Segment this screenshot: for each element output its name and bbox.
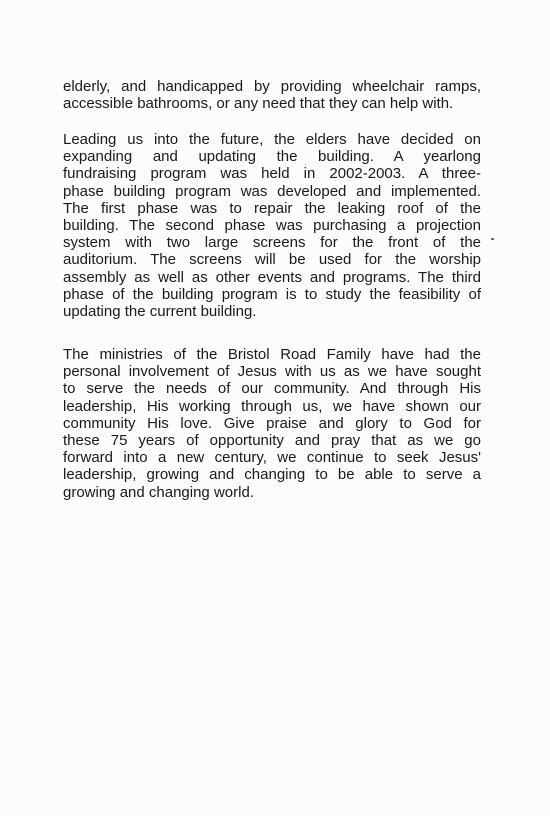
text-line: phase of the building program is to study the feasibility of bbox=[63, 285, 481, 303]
text-line: leadership, His working through us, we have shown our bbox=[63, 397, 481, 415]
text-line: expanding and updating the building. A yearlong bbox=[63, 148, 481, 166]
paragraph-accessibility bbox=[63, 78, 481, 112]
scan-speck bbox=[491, 238, 494, 240]
text-line: personal involvement of Jesus with us as we have sought bbox=[63, 363, 481, 381]
text-line: The ministries of the Bristol Road Family have had the bbox=[63, 346, 481, 363]
paragraph-building-program bbox=[63, 131, 481, 320]
text-line: community His love. Give praise and glory to God for bbox=[63, 414, 481, 432]
text-line: growing and changing world. bbox=[63, 483, 254, 501]
text-line: updating the current building. bbox=[63, 303, 257, 321]
text-line: fundraising program was held in 2002-2003. A three- bbox=[63, 165, 481, 183]
text-line: leadership, growing and changing to be able to serve a bbox=[63, 466, 481, 484]
text-line: phase building program was developed and implemented. bbox=[63, 182, 481, 200]
text-line: accessible bathrooms, or any need that they can help with. bbox=[63, 95, 454, 113]
text-line: auditorium. The screens will be used for the worship bbox=[63, 251, 481, 269]
text-line: to serve the needs of our community. And through His bbox=[63, 380, 481, 398]
text-line: assembly as well as other events and programs. The third bbox=[63, 268, 481, 286]
text-line: elderly, and handicapped by providing wheelchair ramps, bbox=[63, 78, 481, 95]
text-line: system with two large screens for the front of the bbox=[63, 234, 481, 252]
text-line: building. The second phase was purchasing a projection bbox=[63, 217, 481, 235]
text-line: The first phase was to repair the leaking roof of the bbox=[63, 199, 481, 217]
text-line: Leading us into the future, the elders have decided on bbox=[63, 131, 481, 148]
text-line: forward into a new century, we continue to seek Jesus' bbox=[63, 449, 481, 467]
text-line: these 75 years of opportunity and pray that as we go bbox=[63, 432, 481, 450]
paragraph-ministries bbox=[63, 346, 481, 501]
